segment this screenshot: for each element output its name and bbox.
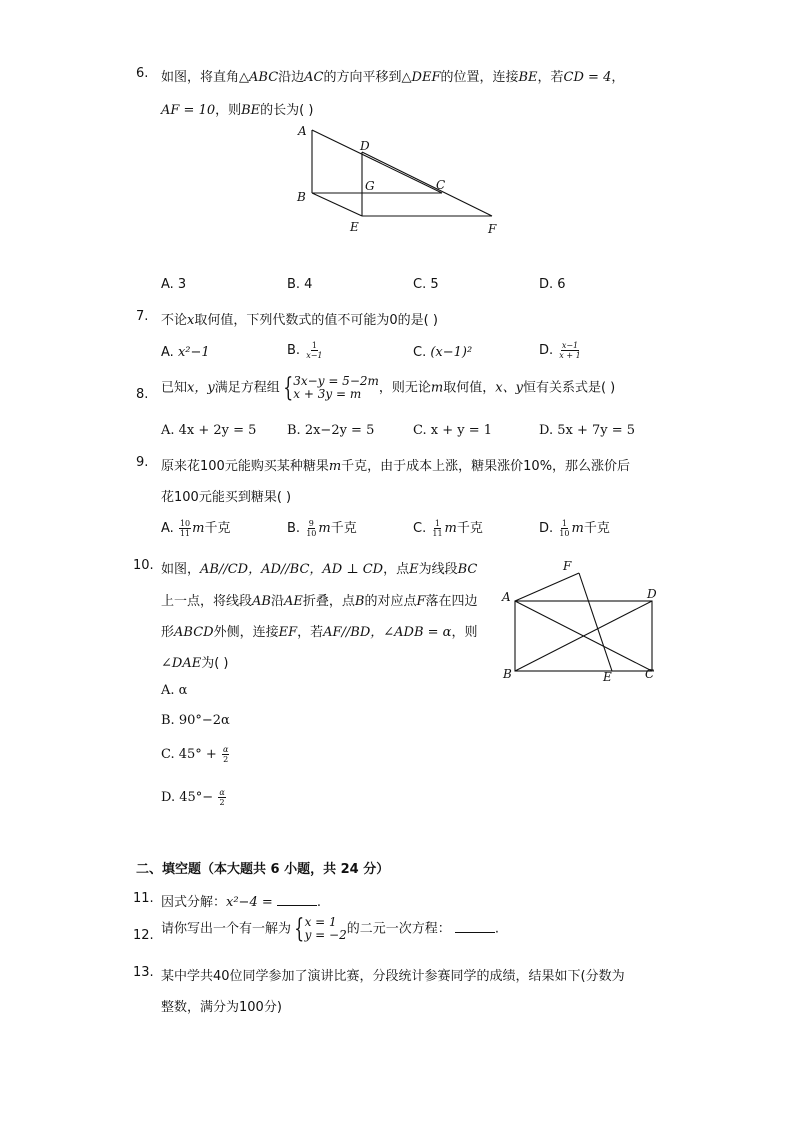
q6-text-line2: AF = 10，则BE的长为( ) <box>161 103 314 118</box>
q8-number: 8. <box>136 387 149 402</box>
q7-option-b[interactable]: B. $\frac{1}{x-1}$ <box>287 341 323 360</box>
q9-text-line1: 原来花100元能购买某种糖果m千克，由于成本上涨，糖果涨价10%，那么涨价后 <box>161 459 631 474</box>
q6-label-E: E <box>350 220 359 234</box>
q6-label-D: D <box>360 139 370 153</box>
q10-label-A: A <box>502 590 511 604</box>
q7-text: 不论x取何值，下列代数式的值不可能为0的是( ) <box>161 313 438 328</box>
q10-text-line2: 上一点，将线段AB沿AE折叠，点B的对应点F落在四边 <box>161 594 478 609</box>
q10-option-a[interactable]: A. α <box>161 683 188 698</box>
q11-text: 因式分解：x²−4 = . <box>161 895 322 910</box>
q9-number: 9. <box>136 455 149 470</box>
q9-option-c[interactable]: C. $\frac{1}{11}$ m千克 <box>413 519 483 538</box>
q8-text: 已知x，y满足方程组 { 3x−y = 5−2m x + 3y = m ，则无论m取何值，x、y恒有关系式是( ) <box>161 373 616 403</box>
q7-option-a[interactable]: A. x²−1 <box>161 345 210 360</box>
q13-number: 13. <box>133 965 154 980</box>
q9-text-line2: 花100元能买到糖果( ) <box>161 490 292 505</box>
q10-label-D: D <box>647 587 657 601</box>
q10-label-B: B <box>503 667 512 681</box>
q9-option-b[interactable]: B. $\frac{9}{10}$ m千克 <box>287 519 357 538</box>
q8-brace: { <box>283 373 293 403</box>
q12-number: 12. <box>133 928 154 943</box>
q12-equation-system: x = 1 y = −2 <box>304 915 347 942</box>
q11-answer-blank[interactable] <box>277 893 317 906</box>
q6-label-F: F <box>488 222 497 236</box>
q8-option-d[interactable]: D. 5x + 7y = 5 <box>539 423 636 438</box>
q6-number: 6. <box>136 66 149 81</box>
q6-text-line1: 如图，将直角△ABC沿边AC的方向平移到△DEF的位置，连接BE，若CD = 4， <box>161 70 625 85</box>
q6-triangle-figure <box>290 120 510 240</box>
q7-number: 7. <box>136 309 149 324</box>
q6-option-a[interactable]: A. 3 <box>161 277 187 292</box>
q6-label-G: G <box>365 179 375 193</box>
q12-answer-blank[interactable] <box>455 920 495 933</box>
q10-text-line1: 如图，AB//CD，AD//BC，AD ⊥ CD，点E为线段BC <box>161 562 478 577</box>
q10-number: 10. <box>133 558 154 573</box>
q8-equation-system: 3x−y = 5−2m x + 3y = m <box>293 374 379 401</box>
q10-rectangle-figure <box>495 555 670 685</box>
q10-option-d[interactable]: D. 45°− $\frac{\alpha}{2}$ <box>161 788 225 807</box>
q10-label-F: F <box>563 559 572 573</box>
q13-text-line2: 整数，满分为100分) <box>161 1000 282 1015</box>
q6-label-B: B <box>297 190 306 204</box>
q9-option-a[interactable]: A. $\frac{10}{11}$ m千克 <box>161 519 231 538</box>
q8-option-c[interactable]: C. x + y = 1 <box>413 423 493 438</box>
q10-option-b[interactable]: B. 90°−2α <box>161 713 230 728</box>
q10-label-E: E <box>603 670 612 684</box>
section2-title: 二、填空题（本大题共 6 小题，共 24 分） <box>136 862 390 877</box>
q6-option-d[interactable]: D. 6 <box>539 277 566 292</box>
q10-label-C: C <box>645 667 655 681</box>
q7-option-c[interactable]: C. (x−1)² <box>413 345 473 360</box>
q13-text-line1: 某中学共40位同学参加了演讲比赛，分段统计参赛同学的成绩，结果如下(分数为 <box>161 969 625 984</box>
q8-option-b[interactable]: B. 2x−2y = 5 <box>287 423 375 438</box>
q10-text-line4: ∠DAE为( ) <box>161 656 229 671</box>
q11-number: 11. <box>133 891 154 906</box>
q12-brace: { <box>294 914 305 944</box>
q9-option-d[interactable]: D. $\frac{1}{10}$ m千克 <box>539 519 610 538</box>
q12-text: 请你写出一个有一解为 { x = 1 y = −2 的二元一次方程： . <box>161 914 500 944</box>
q6-option-c[interactable]: C. 5 <box>413 277 439 292</box>
q10-text-line3: 形ABCD外侧，连接EF，若AF//BD，∠ADB = α，则 <box>161 625 478 640</box>
q6-label-A: A <box>298 124 307 138</box>
q8-option-a[interactable]: A. 4x + 2y = 5 <box>161 423 257 438</box>
q10-option-c[interactable]: C. 45° + $\frac{\alpha}{2}$ <box>161 745 229 764</box>
q6-label-C: C <box>436 178 446 192</box>
q7-option-d[interactable]: D. $\frac{x-1}{x + 1}$ <box>539 341 581 360</box>
q6-option-b[interactable]: B. 4 <box>287 277 313 292</box>
